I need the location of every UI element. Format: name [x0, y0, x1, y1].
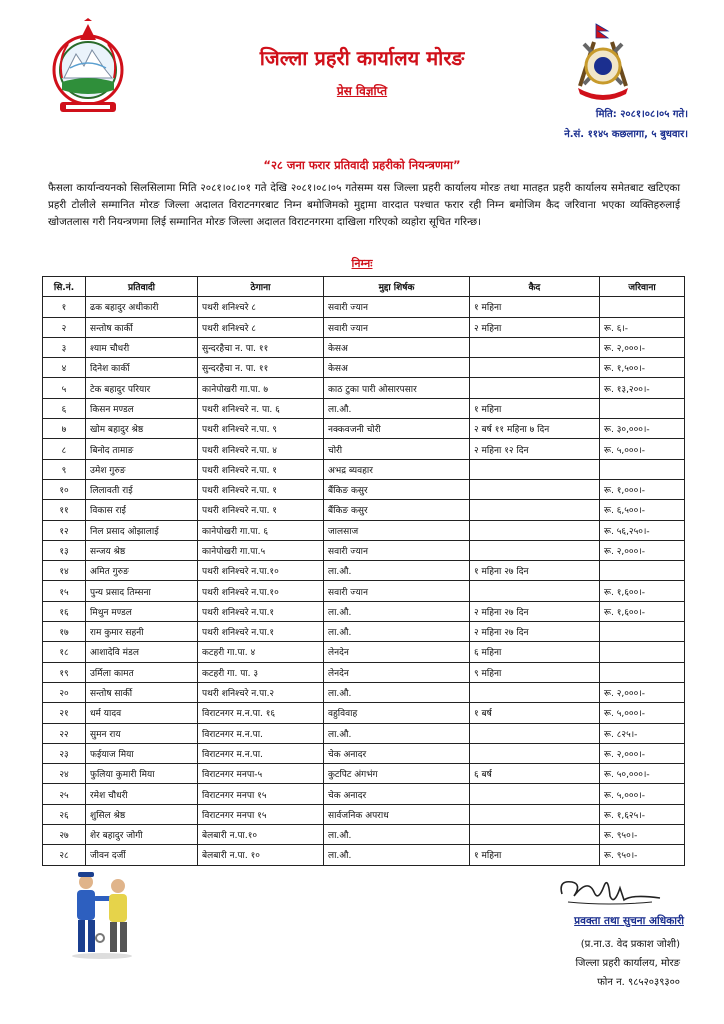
table-cell: २५ [43, 784, 86, 804]
table-cell: २७ [43, 825, 86, 845]
table-cell [470, 378, 600, 398]
table-row [43, 743, 685, 763]
table-cell: २६ [43, 804, 86, 824]
table-cell [470, 358, 600, 378]
table-cell [600, 622, 685, 642]
table-cell [470, 540, 600, 560]
table-cell: ला.औ. [324, 601, 470, 621]
table-cell: २२ [43, 723, 86, 743]
table-row [43, 297, 685, 317]
table-cell: पथरी शनिश्चरे न.पा. ४ [198, 439, 324, 459]
table-cell: कानेपोखरी गा.पा.५ [198, 540, 324, 560]
table-cell: रू. ५,०००।- [600, 703, 685, 723]
table-row [43, 561, 685, 581]
table-cell: ला.औ. [324, 825, 470, 845]
table-row [43, 520, 685, 540]
table-cell: रू. ५,०००।- [600, 439, 685, 459]
table-cell: किसन मण्डल [86, 398, 198, 418]
table-row [43, 500, 685, 520]
table-cell: चेक अनादर [324, 743, 470, 763]
absconder-table [42, 276, 685, 866]
table-cell: रू. ५०,०००।- [600, 764, 685, 784]
table-cell: रू. ५६,२५०।- [600, 520, 685, 540]
table-cell [470, 784, 600, 804]
table-cell: कानेपोखरी गा.पा. ७ [198, 378, 324, 398]
table-cell: जीवन दर्जी [86, 845, 198, 865]
table-cell [600, 561, 685, 581]
table-cell: खोम बहादुर श्रेष्ठ [86, 419, 198, 439]
table-cell: बेलबारी न.पा.१० [198, 825, 324, 845]
table-cell: आशादेवि मंडल [86, 642, 198, 662]
table-cell: ६ [43, 398, 86, 418]
table-cell: केसअ [324, 358, 470, 378]
table-cell [470, 804, 600, 824]
table-row [43, 317, 685, 337]
table-cell: सन्तोष सार्की [86, 682, 198, 702]
table-cell: वहुविवाह [324, 703, 470, 723]
table-cell: रू. ९५०।- [600, 845, 685, 865]
table-cell: पथरी शनिश्चरे ८ [198, 297, 324, 317]
table-cell: विराटनगर म.न.पा. १६ [198, 703, 324, 723]
table-cell: ला.औ. [324, 398, 470, 418]
table-cell: ला.औ. [324, 845, 470, 865]
list-heading: निम्नः [351, 257, 373, 270]
table-cell: १ बर्ष [470, 703, 600, 723]
table-row [43, 804, 685, 824]
table-cell: ला.औ. [324, 622, 470, 642]
table-cell: विराटनगर म.न.पा. [198, 743, 324, 763]
table-cell [600, 297, 685, 317]
phone-number: फोन न. ९८५२०३९३०० [597, 977, 680, 988]
table-cell: पथरी शनिश्चरे ८ [198, 317, 324, 337]
table-cell: पथरी शनिश्चरे न.पा.१० [198, 581, 324, 601]
table-cell: पथरी शनिश्चरे न.पा.१० [198, 561, 324, 581]
table-cell: अमित गुरुङ [86, 561, 198, 581]
table-cell: सुन्दरहैचा न. पा. ११ [198, 358, 324, 378]
table-cell: १५ [43, 581, 86, 601]
office-name: जिल्ला प्रहरी कार्यालय, मोरङ [575, 958, 680, 969]
table-cell: २ बर्ष ११ महिना ७ दिन [470, 419, 600, 439]
table-cell: सवारी ज्यान [324, 297, 470, 317]
table-cell: रू. १,५००।- [600, 358, 685, 378]
table-cell: फईयाज मिया [86, 743, 198, 763]
table-cell: विराटनगर मनपा १५ [198, 804, 324, 824]
signature-icon [548, 872, 666, 912]
table-cell: पथरी शनिश्चरे न.पा.१ [198, 622, 324, 642]
table-cell: काठ टुका पारी ओसारपसार [324, 378, 470, 398]
table-cell: विराटनगर मनपा १५ [198, 784, 324, 804]
table-cell: रू. १,६००।- [600, 601, 685, 621]
table-cell: विराटनगर म.न.पा. [198, 723, 324, 743]
table-cell: धर्म यादव [86, 703, 198, 723]
table-cell: ४ [43, 358, 86, 378]
table-cell: १ महिना [470, 297, 600, 317]
table-cell: ११ [43, 500, 86, 520]
table-cell: ९ महिना [470, 662, 600, 682]
table-cell: १ महिना २७ दिन [470, 561, 600, 581]
table-row [43, 419, 685, 439]
table-cell: रमेश चौधरी [86, 784, 198, 804]
table-cell: १० [43, 479, 86, 499]
table-cell: टेक बहादुर परियार [86, 378, 198, 398]
table-body [43, 297, 685, 865]
table-cell: सवारी ज्यान [324, 540, 470, 560]
table-cell: रू. ५,०००।- [600, 784, 685, 804]
table-cell: ला.औ. [324, 723, 470, 743]
date-line: मिति: २०८१।०८।०५ गते। [595, 109, 688, 120]
table-cell: १९ [43, 662, 86, 682]
table-cell: रू. १,०००।- [600, 479, 685, 499]
table-cell: १२ [43, 520, 86, 540]
table-cell: दिनेश कार्की [86, 358, 198, 378]
table-cell: कानेपोखरी गा.पा. ६ [198, 520, 324, 540]
table-cell: राम कुमार सहनी [86, 622, 198, 642]
table-row [43, 540, 685, 560]
table-cell: २ महिना २७ दिन [470, 601, 600, 621]
table-cell: शुसिल श्रेष्ठ [86, 804, 198, 824]
table-cell [600, 662, 685, 682]
body-paragraph: फैसला कार्यान्वयनको सिलसिलामा मिति २०८१।०८।०१ गते देखि २०८१।०८।०५ गतेसम्म यस जिल्ला प्रहरी कार्यालय मोरङ तथा मातहत प्रहरी कार्यालय समेतबाट खटिएका प्रहरी टोलीले सम्मानित मोरङ जिल्ला अदालत विराटनगरबाट निम्न बमोजिमको मुद्दामा वारदात पश्चात फरार रही निम्न बमोजिम कैद जरिवाना भएका व्यक्तिहरुलाई खोजतलास गरी नियन्त्रणमा लिई सम्मानित मोरङ जिल्ला अदालत विराटनगरमा दाखिला गरिएको व्यहोरा सूचित गरिन्छ। [48, 182, 680, 228]
column-header: सि.नं. [43, 277, 86, 297]
table-cell: पथरी शनिश्चरे न. पा. ६ [198, 398, 324, 418]
table-cell: पुन्य प्रसाद तिम्सना [86, 581, 198, 601]
table-cell: २१ [43, 703, 86, 723]
table-cell: पथरी शनिश्चरे न.पा. १ [198, 459, 324, 479]
table-cell: रू. १३,२००।- [600, 378, 685, 398]
table-row [43, 723, 685, 743]
table-cell: १८ [43, 642, 86, 662]
column-header: ठेगाना [198, 277, 324, 297]
table-cell: १७ [43, 622, 86, 642]
table-cell [470, 723, 600, 743]
table-cell: रू. १,६२५।- [600, 804, 685, 824]
office-title: जिल्ला प्रहरी कार्यालय मोरङ [259, 46, 465, 70]
table-cell: नक्कवजनी चोरी [324, 419, 470, 439]
table-row [43, 845, 685, 865]
table-cell: श्याम चौधरी [86, 337, 198, 357]
table-row [43, 642, 685, 662]
table-cell [470, 743, 600, 763]
table-cell [470, 459, 600, 479]
column-header: मुद्दा शिर्षक [324, 277, 470, 297]
table-cell: रू. ८२५।- [600, 723, 685, 743]
table-cell: लेनदेन [324, 662, 470, 682]
table-cell: १४ [43, 561, 86, 581]
table-row [43, 459, 685, 479]
table-cell: सुन्दरहैचा न. पा. ११ [198, 337, 324, 357]
table-cell [600, 642, 685, 662]
table-row [43, 703, 685, 723]
table-cell: अभद्र ब्यवहार [324, 459, 470, 479]
table-cell: विकास राई [86, 500, 198, 520]
table-cell: उर्मिला कामत [86, 662, 198, 682]
table-cell: केसअ [324, 337, 470, 357]
table-cell: सुमन राय [86, 723, 198, 743]
table-cell [470, 581, 600, 601]
table-cell: बैंकिङ कसुर [324, 500, 470, 520]
table-cell: ९ [43, 459, 86, 479]
table-cell: पथरी शनिश्चरे न.पा.२ [198, 682, 324, 702]
table-cell [470, 520, 600, 540]
table-cell: ५ [43, 378, 86, 398]
column-header: जरिवाना [600, 277, 685, 297]
table-row [43, 378, 685, 398]
table-row [43, 601, 685, 621]
table-row [43, 398, 685, 418]
table-cell [600, 459, 685, 479]
table-cell: १ महिना [470, 845, 600, 865]
table-cell: पथरी शनिश्चरे न.पा. ९ [198, 419, 324, 439]
table-cell: कटहरी गा.पा. ४ [198, 642, 324, 662]
table-cell: कुटपिट अंगभंग [324, 764, 470, 784]
table-cell: २ महिना २७ दिन [470, 622, 600, 642]
spokesperson-name: (प्र.ना.उ. वेद प्रकाश जोशी) [580, 939, 680, 950]
table-row [43, 358, 685, 378]
table-cell: २ महिना [470, 317, 600, 337]
headline: “२८ जना फरार प्रतिवादी प्रहरीको नियन्त्रणमा” [263, 158, 461, 172]
table-cell: बैंकिङ कसुर [324, 479, 470, 499]
table-cell: १ महिना [470, 398, 600, 418]
table-cell: रू. ३०,०००।- [600, 419, 685, 439]
table-cell: २० [43, 682, 86, 702]
table-cell: ७ [43, 419, 86, 439]
table-cell: मिथुन मण्डल [86, 601, 198, 621]
table-cell: १ [43, 297, 86, 317]
press-release-heading: प्रेस विज्ञप्ति [336, 84, 388, 98]
table-cell: सन्तोष कार्की [86, 317, 198, 337]
table-cell: बिनोद तामाङ [86, 439, 198, 459]
table-header-row [43, 277, 685, 297]
table-cell: ८ [43, 439, 86, 459]
table-row [43, 764, 685, 784]
table-cell: विराटनगर मनपा-५ [198, 764, 324, 784]
table-cell: फुलिया कुमारी मिया [86, 764, 198, 784]
table-cell: २४ [43, 764, 86, 784]
table-cell: ६ बर्ष [470, 764, 600, 784]
table-cell [470, 682, 600, 702]
table-cell: रू. ६।- [600, 317, 685, 337]
spokesperson-title: प्रवक्ता तथा सुचना अधिकारी [574, 915, 684, 927]
table-cell [600, 398, 685, 418]
table-cell: सन्जय श्रेष्ठ [86, 540, 198, 560]
table-cell: २ [43, 317, 86, 337]
table-cell: ढक बहादुर अधीकारी [86, 297, 198, 317]
table-cell: निल प्रसाद ओझालाई [86, 520, 198, 540]
table-cell: रू. २,०००।- [600, 337, 685, 357]
table-cell: रू. २,०००।- [600, 540, 685, 560]
table-row [43, 682, 685, 702]
table-row [43, 581, 685, 601]
table-cell: लेनदेन [324, 642, 470, 662]
table-cell: ला.औ. [324, 682, 470, 702]
table-cell: ६ महिना [470, 642, 600, 662]
table-cell: २३ [43, 743, 86, 763]
table-row [43, 825, 685, 845]
table-cell: पथरी शनिश्चरे न.पा. १ [198, 479, 324, 499]
table-cell: पथरी शनिश्चरे न.पा.१ [198, 601, 324, 621]
table-cell: १६ [43, 601, 86, 621]
table-cell: २ महिना १२ दिन [470, 439, 600, 459]
table-cell: जालसाज [324, 520, 470, 540]
table-cell: सार्वजनिक अपराध [324, 804, 470, 824]
table-cell: १३ [43, 540, 86, 560]
table-row [43, 439, 685, 459]
table-row [43, 784, 685, 804]
table-row [43, 662, 685, 682]
table-cell [470, 500, 600, 520]
table-cell: रू. २,०००।- [600, 743, 685, 763]
table-cell [470, 337, 600, 357]
table-row [43, 337, 685, 357]
table-cell: सवारी ज्यान [324, 317, 470, 337]
table-row [43, 622, 685, 642]
table-cell: चोरी [324, 439, 470, 459]
column-header: प्रतिवादी [86, 277, 198, 297]
table-cell: पथरी शनिश्चरे न.पा. १ [198, 500, 324, 520]
table-cell: २८ [43, 845, 86, 865]
police-arrest-illustration-icon [62, 868, 142, 960]
table-cell: उमेश गुरुङ [86, 459, 198, 479]
table-cell [470, 825, 600, 845]
table-cell: लिलावती राई [86, 479, 198, 499]
table-cell: बेलबारी न.पा. १० [198, 845, 324, 865]
table-cell: रू. २,०००।- [600, 682, 685, 702]
table-cell: सवारी ज्यान [324, 581, 470, 601]
table-row [43, 479, 685, 499]
table-cell [470, 479, 600, 499]
table-cell: ला.औ. [324, 561, 470, 581]
table-cell: चेक अनादर [324, 784, 470, 804]
column-header: कैद [470, 277, 600, 297]
table-cell: रू. ९५०।- [600, 825, 685, 845]
nepal-samvat-date: ने.सं. ११४५ कछलागा, ५ बुधवार। [564, 129, 688, 140]
table-cell: कटहरी गा. पा. ३ [198, 662, 324, 682]
table-cell: शेर बहादुर जोगी [86, 825, 198, 845]
table-cell: रू. ६,५००।- [600, 500, 685, 520]
table-cell: ३ [43, 337, 86, 357]
table-cell: रू. १,६००।- [600, 581, 685, 601]
